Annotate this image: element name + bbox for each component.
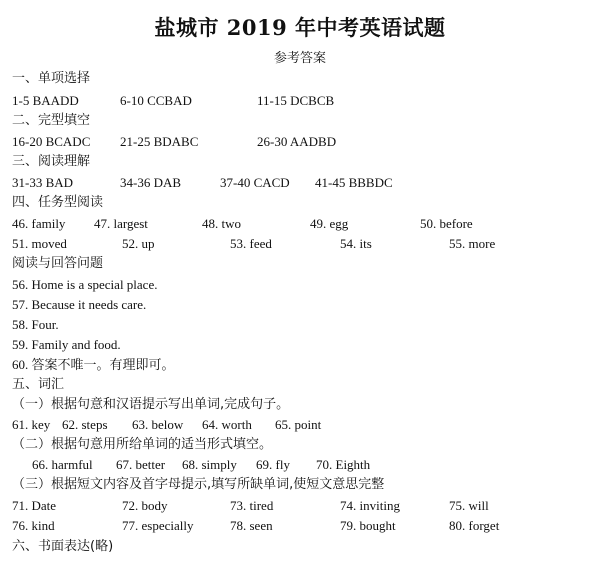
subsection-heading-5-1: （一）根据句意和汉语提示写出单词,完成句子。 [12,397,290,412]
answer-cell: 49. egg [310,216,349,231]
answer-cell: 77. especially [122,518,194,533]
answer-cell: 6-10 CCBAD [120,93,192,108]
answer-line: 58. Four. [12,317,59,332]
answer-cell: 78. seen [230,518,273,533]
answer-cell: 51. moved [12,236,67,251]
answer-cell: 73. tired [230,498,274,513]
answer-cell: 70. Eighth [316,457,371,472]
answer-cell: 31-33 BAD [12,175,74,190]
answer-cell: 62. steps [62,417,108,432]
section-heading-1: 一、单项选择 [12,71,91,86]
answer-cell: 69. fly [256,457,290,472]
answer-cell: 71. Date [12,498,57,513]
answer-cell: 37-40 CACD [220,175,290,190]
answer-cell: 68. simply [182,457,237,472]
answer-cell: 64. worth [202,417,252,432]
answer-cell: 47. largest [94,216,148,231]
answer-row [12,456,572,474]
section-heading-4: 四、任务型阅读 [12,195,104,210]
answer-row [12,517,592,535]
answer-cell: 67. better [116,457,166,472]
document-title: 盐城市 2019 年中考英语试题 [154,15,446,40]
answer-cell: 76. kind [12,518,55,533]
answer-line: 56. Home is a special place. [12,277,158,292]
answer-cell: 16-20 BCADC [12,134,91,149]
answer-cell: 66. harmful [32,457,93,472]
answer-cell: 48. two [202,216,241,231]
answer-row [12,416,592,434]
answer-row [12,235,592,253]
answer-cell: 34-36 DAB [120,175,182,190]
answer-row [12,215,592,233]
answer-cell: 65. point [275,417,322,432]
document-subtitle: 参考答案 [273,51,326,66]
answer-cell: 11-15 DCBCB [257,93,335,108]
answer-cell: 53. feed [230,236,272,251]
answer-cell: 72. body [122,498,168,513]
answer-row [12,92,592,110]
answer-cell: 50. before [420,216,473,231]
answer-line: 57. Because it needs care. [12,297,147,312]
section-heading-4b: 阅读与回答问题 [12,256,104,271]
answer-cell: 63. below [132,417,184,432]
answer-cell: 55. more [449,236,496,251]
answer-cell: 26-30 AADBD [257,134,337,149]
section-heading-2: 二、完型填空 [12,113,91,128]
answer-cell: 74. inviting [340,498,400,513]
section-heading-3: 三、阅读理解 [12,154,91,169]
answer-cell: 46. family [12,216,66,231]
answer-cell: 61. key [12,417,51,432]
answer-cell: 52. up [122,236,155,251]
answer-row [12,497,592,515]
answer-cell: 79. bought [340,518,396,533]
answer-cell: 80. forget [449,518,500,533]
section-heading-5: 五、词汇 [12,377,65,392]
answer-cell: 41-45 BBBDC [315,175,393,190]
section-heading-6: 六、书面表达(略) [12,539,114,554]
answer-line: 59. Family and food. [12,337,121,352]
answer-cell: 21-25 BDABC [120,134,199,149]
answer-cell: 1-5 BAADD [12,93,79,108]
subsection-heading-5-3: （三）根据短文内容及首字母提示,填写所缺单词,使短文意思完整 [12,477,385,492]
answer-cell: 75. will [449,498,489,513]
answer-row [12,174,592,192]
answer-cell: 54. its [340,236,372,251]
answer-line: 60. 答案不唯一。有理即可。 [12,357,175,372]
answer-row [12,133,592,151]
subsection-heading-5-2: （二）根据句意用所给单词的适当形式填空。 [12,437,273,452]
